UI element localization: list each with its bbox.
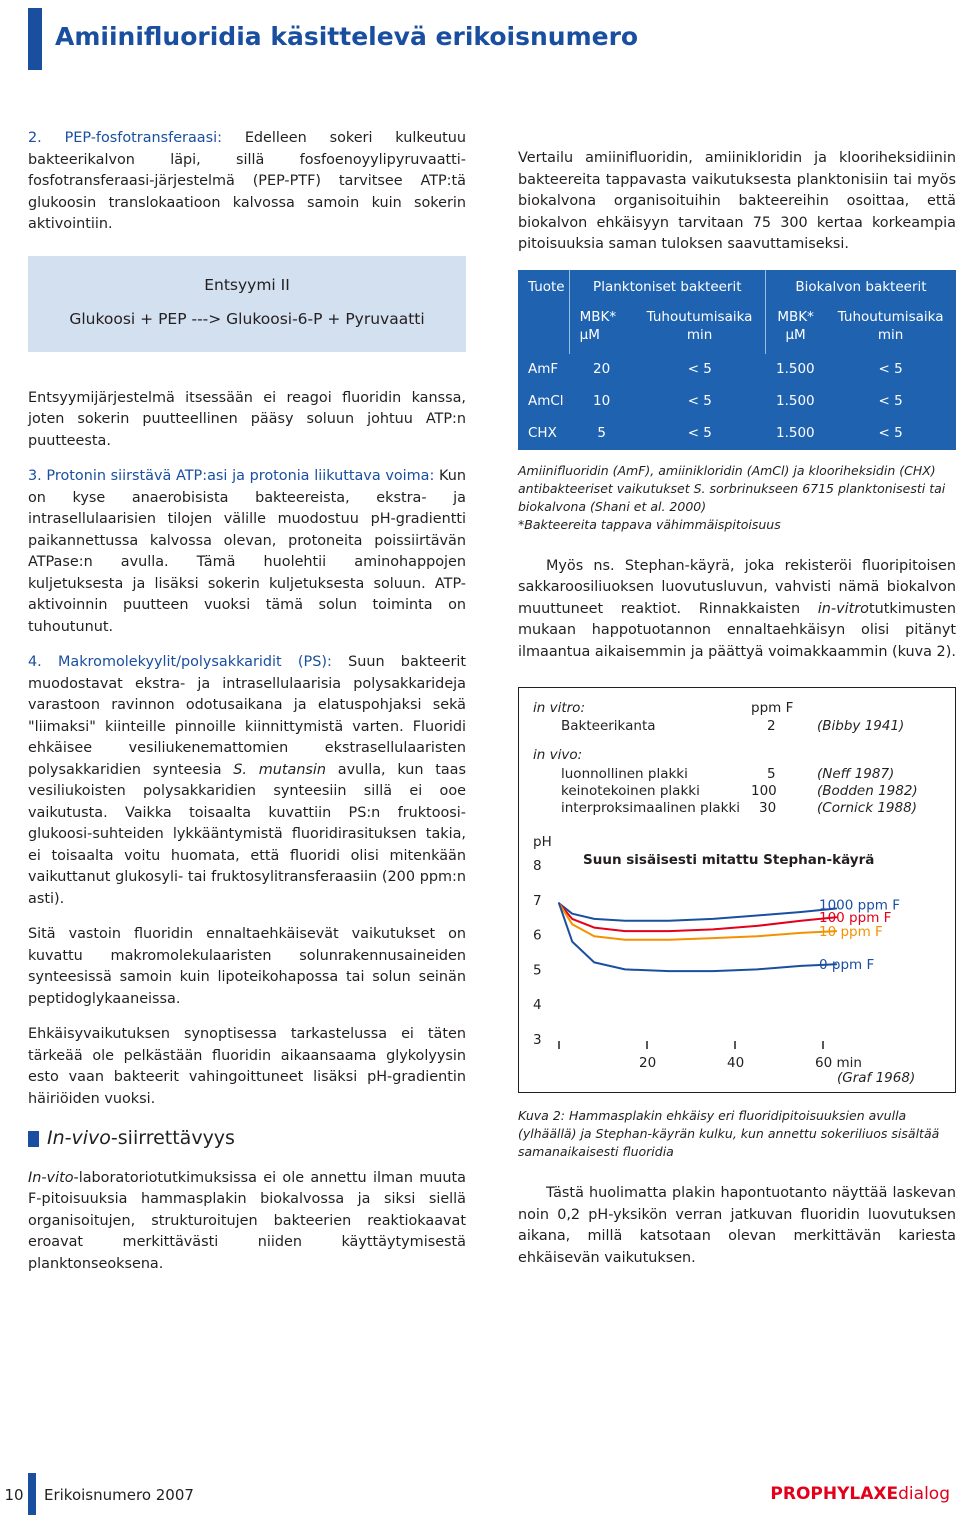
paragraph-polysaccharides <box>28 652 466 910</box>
paragraph-polysaccharides-italic: S. mutansin <box>233 761 327 778</box>
section-title-italic: In-vivo <box>47 1127 111 1149</box>
paragraph-stephan-italic: in-vitro <box>817 600 869 617</box>
y-tick-label: 5 <box>533 962 542 979</box>
fig-bacteria-value: 2 <box>767 718 776 734</box>
issue-label: Erikoisnumero 2007 <box>44 1486 194 1504</box>
table-cell: < 5 <box>878 360 903 377</box>
table-cell: AmCl <box>528 392 564 409</box>
fig-row-2-label: keinotekoinen plakki <box>561 783 700 799</box>
section-title-rest: -siirrettävyys <box>110 1127 235 1149</box>
paragraph-pep <box>28 128 466 236</box>
paragraph-comparison: Vertailu amiinifluoridin, amiinikloridin ja klooriheksidiinin bakteereita tappavasta vaikutuksesta planktonisiin tai myös biokalvona organisoituihin bakteereihin osoittaa, että biokalvon ehkäisyyn tarvitaan 75 300 kertaa korkeampia pitoisuuksia saman tuloksen saavuttamiseksi. <box>518 150 956 252</box>
fig-bacteria-strain: Bakteerikanta <box>561 718 656 734</box>
fig-ppm-label: ppm F <box>751 700 794 716</box>
table-cell: 1.500 <box>775 392 815 409</box>
figure-box <box>518 687 956 1093</box>
fig-source: (Graf 1968) <box>837 1070 916 1086</box>
y-tick-label: 7 <box>533 892 542 909</box>
series-label: 10 ppm F <box>819 924 883 941</box>
stephan-chart <box>519 833 955 1093</box>
y-tick-label: 4 <box>533 997 542 1014</box>
fig-row-2-ref: (Bodden 1982) <box>817 783 918 799</box>
table-cell: 1.500 <box>775 360 815 377</box>
series-line-1 <box>559 903 836 931</box>
paragraph-polysaccharides-body-b: avulla, kun taas vesiliukoisten polysakkaridien synteesiin sillä ei ooe vaikutusta. Vaikka toisaalta kuvattiin PS:n fruktoosi-glukoosi-suhteiden lykkääntymistä fluoridirasituksen takia, ei toisaalta voitu huomata, että fluoridi olisi mitenkään vaikuttanut glukosyli- tai fruktosylitransferaasiin (200 ppm:n asti). <box>28 761 466 907</box>
table-header-time-2: Tuhoutumisaika min <box>837 308 944 343</box>
table-row <box>518 386 956 418</box>
paragraph-pep-heading: 2. PEP-fosfotransferaasi: <box>28 130 222 146</box>
series-line-0 <box>559 903 836 920</box>
table-cell: < 5 <box>878 424 903 441</box>
y-tick-label: 3 <box>533 1032 542 1048</box>
x-tick-label: 40 <box>727 1055 745 1071</box>
paragraph-in-vitro-italic: In-vito <box>28 1169 74 1186</box>
paragraph-enzyme-system: Entsyymijärjestelmä itsessään ei reagoi fluoridin kanssa, joten sokerin puutteellinen pääsy soluun johtuu ATP:n puutteesta. <box>28 389 466 449</box>
series-label: 0 ppm F <box>819 957 875 974</box>
fig-row-3-label: interproksimaalinen plakki <box>561 800 741 816</box>
table-header-biofilm: Biokalvon bakteerit <box>765 270 956 298</box>
antibacterial-table <box>518 270 956 450</box>
paragraph-proton <box>28 466 466 638</box>
paragraph-polysaccharides-heading: 4. Makromolekyylit/polysakkaridit (PS): <box>28 654 332 670</box>
left-column <box>28 128 466 1289</box>
paragraph-in-vitro-body: -laboratoriotutkimuksissa ei ole annettu ilman muuta F-pitoisuuksia hammasplakin biokalvossa ja siksi siellä organisoitujen, strukturoitujen bakteerien reaktiokaavat eroavat merkittävästi niiden käyttäytymisestä planktonseoksena. <box>28 1169 466 1272</box>
table-row <box>518 418 956 450</box>
figure-caption: Kuva 2: Hammasplakin ehkäisy eri fluoridipitoisuuksien avulla (ylhäällä) ja Stephan-käyrän kulku, kun annettu sokeriliuos sisältää samanaikaisesti fluoridia <box>518 1108 940 1159</box>
table-row <box>518 354 956 386</box>
paragraph-proton-heading: 3. Protonin siirstävä ATP:asi ja protonia liikuttava voima: <box>28 468 435 484</box>
fig-row-1-ref: (Neff 1987) <box>817 766 895 782</box>
paragraph-pep-body: Edelleen sokeri kulkeutuu bakteerikalvon läpi, sillä fosfoenoyylipyruvaatti-fosfotransferaasi-järjestelmä (PEP-PTF) tarvitsee ATP:tä glukoosin translokaatioon kalvossa samoin kuin sokerin aktivointiin. <box>28 130 466 232</box>
fig-row-3-ref: (Cornick 1988) <box>817 800 917 816</box>
brand-logo-a: PROPHYLAXE <box>770 1484 899 1504</box>
fig-bacteria-ref: (Bibby 1941) <box>817 718 905 734</box>
table-cell: < 5 <box>687 392 712 409</box>
fig-row-3-value: 30 <box>759 800 777 816</box>
paragraph-macromolecular: Sitä vastoin fluoridin ennaltaehkäisevät vaikutukset on kuvattu makromolekulaaristen solunrakennusaineiden synteesissä samoin kuin lipoteikohapossa tai solun seinän peptidoglykaaneissa. <box>28 926 466 1007</box>
table-header-planktonic: Planktoniset bakteerit <box>569 270 765 298</box>
table-header-product: Tuote <box>528 278 565 295</box>
paragraph-synoptic: Ehkäisyvaikutuksen synoptisessa tarkastelussa ei täten tärkeää ole pelkästään fluoridin aikaansaama glykolyysin esto vaan bakteerit vahingoittuneet lisäksi pH-gradientin häiriöiden vuoksi. <box>28 1026 466 1107</box>
series-label: 1000 ppm F <box>819 897 900 914</box>
table-caption-main: Amiinifluoridin (AmF), amiinikloridin (AmCl) ja klooriheksidin (CHX) antibakteeriset vaikutukset S. sorbrinukseen 6715 planktonisesti tai biokalvona (Shani et al. 2000) <box>518 462 946 514</box>
footer-accent-bar <box>28 1473 36 1515</box>
table-cell: AmF <box>528 360 559 377</box>
table-cell: 5 <box>597 424 606 441</box>
paragraph-conclusion: Tästä huolimatta plakin hapontuotanto näyttää laskevan noin 0,2 pH-yksikön verran jatkuvan fluoridin luovutuksen aikana, millä katsotaan olevan merkittävän kariesta ehkäisevän vaikutuksen. <box>518 1185 956 1266</box>
section-marker-icon <box>28 1131 39 1147</box>
right-column <box>518 148 956 1283</box>
fig-chart-title: Suun sisäisesti mitattu Stephan-käyrä <box>583 852 875 868</box>
enzyme-box <box>28 256 466 352</box>
table-cell: 20 <box>593 360 611 377</box>
title-accent-bar <box>28 8 42 70</box>
fig-in-vitro-label: in vitro: <box>533 700 585 716</box>
table-cell: < 5 <box>878 392 903 409</box>
paragraph-stephan-a: Myös ns. Stephan-käyrä, joka rekisteröi fluoripitoisen sakkaroosiliuoksen luovutusluvun, vahvisti nämä biokalvon muuttuneet reaktiot. Rinnakkaisten <box>518 557 956 617</box>
fig-row-1-label: luonnollinen plakki <box>561 766 688 782</box>
fig-in-vivo-label: in vivo: <box>533 747 583 763</box>
y-tick-label: 8 <box>533 858 542 874</box>
table-cell: 10 <box>593 392 611 409</box>
table-caption-footnote: *Bakteereita tappava vähimmäispitoisuus <box>518 516 781 532</box>
paragraph-polysaccharides-body-a: Suun bakteerit muodostavat ekstra- ja intrasellulaarisia polysakkarideja varastoon ravinnon odotusaikana ja elatuspohjaksi sekä "liimaksi" kiinteille pinnoille kiinnittymistä varten. Fluoridi ehkäisee vesiliukenemattomien ekstrasellulaaristen polysakkaridien synteesia <box>28 654 467 778</box>
enzyme-box-formula: Glukoosi + PEP ---> Glukoosi-6-P + Pyruvaatti <box>69 309 425 328</box>
enzyme-box-title: Entsyymi II <box>204 275 290 294</box>
page-number: 10 <box>4 1486 24 1504</box>
series-label: 100 ppm F <box>819 910 892 927</box>
paragraph-in-vitro <box>28 1168 466 1276</box>
paragraph-stephan-b: tutkimusten mukaan happotuotannon ennaltaehkäisyn olisi pitänyt ilmaantua aikaisemmin ja päättyä voimakkaammin (kuva 2). <box>518 600 956 660</box>
page-title: Amiinifluoridia käsittelevä erikoisnumero <box>55 22 639 51</box>
table-header-time-1: Tuhoutumisaika min <box>646 308 753 343</box>
table-header-mbk-1: MBK* µM <box>569 298 634 354</box>
section-heading <box>28 1128 466 1150</box>
table-cell: < 5 <box>687 360 712 377</box>
paragraph-proton-body: Kun on kyse anaerobisista bakteereista, ekstra- ja intrasellulaarisien tilojen välille muodostuu pH-gradientti paikannettussa kalvossa olevan, protoneita poissiirtävän ATPase:n avulla. Tämä huolehtii aminohappojen kuljetuksesta ja lisäksi sokerin kuljetuksesta soluun. ATP-aktivoinnin puutteen vuoksi tämä solun toiminta on tuhoutunut. <box>28 468 466 635</box>
table-caption <box>518 462 956 534</box>
table-cell: < 5 <box>687 424 712 441</box>
brand-logo <box>770 1484 950 1504</box>
fig-row-2-value: 100 <box>751 783 777 799</box>
x-tick-label: 60 min <box>815 1055 862 1071</box>
table-cell: CHX <box>528 424 557 441</box>
fig-row-1-value: 5 <box>767 766 776 782</box>
brand-logo-b: dialog <box>898 1484 950 1504</box>
fig-ph-label: pH <box>533 834 552 850</box>
table-cell: 1.500 <box>775 424 815 441</box>
y-tick-label: 6 <box>533 927 542 944</box>
paragraph-stephan <box>518 556 956 664</box>
table-header-mbk-2: MBK* µM <box>765 298 825 354</box>
section-title <box>47 1128 235 1150</box>
x-tick-label: 20 <box>639 1055 657 1071</box>
